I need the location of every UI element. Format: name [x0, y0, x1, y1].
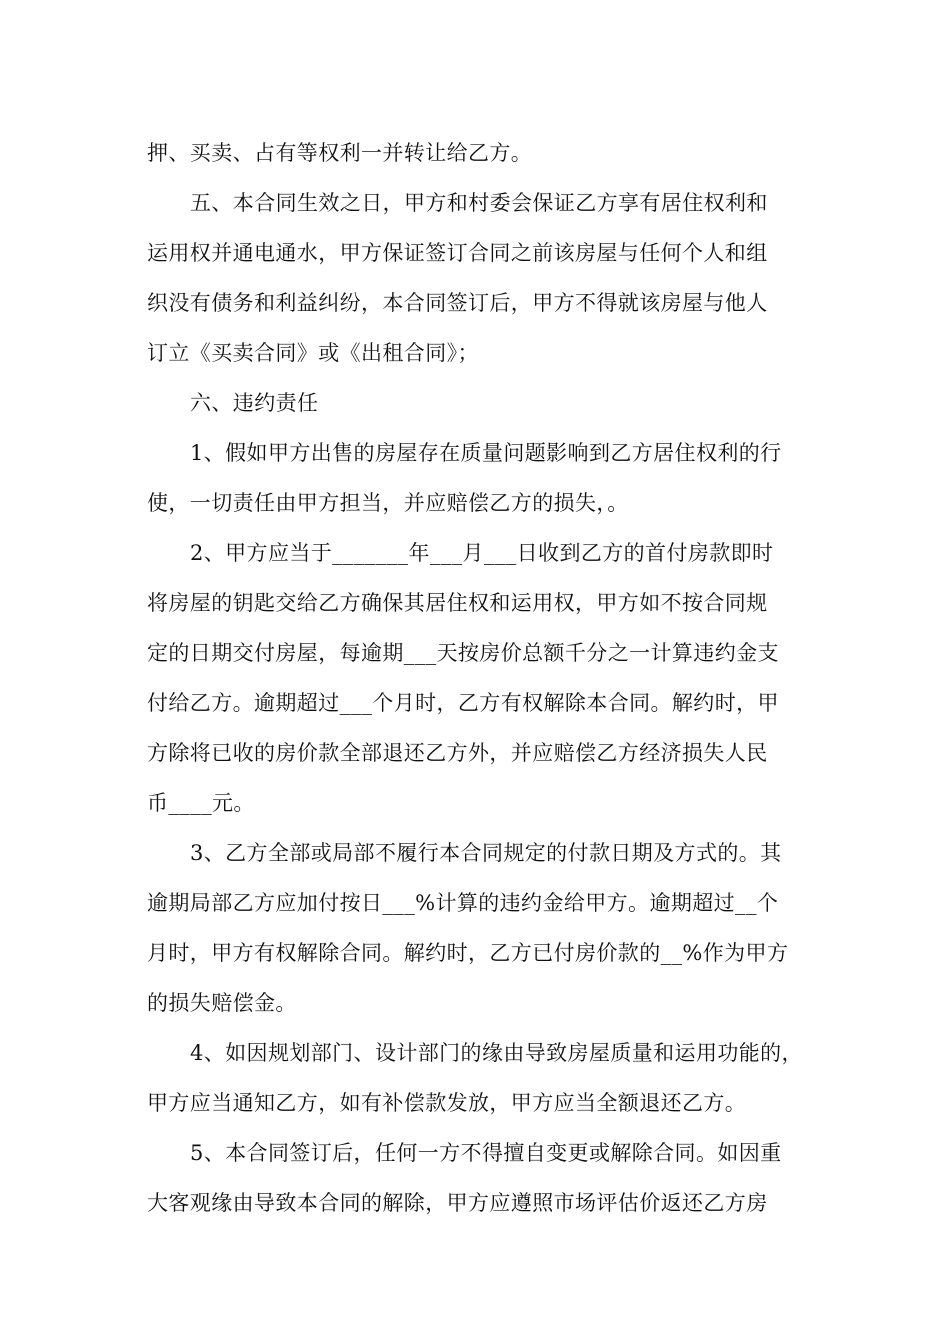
paragraph-line: 五、本合同生效之日，甲方和村委会保证乙方享有居住权利和	[190, 191, 768, 215]
paragraph-line: 织没有债务和利益纠纷，本合同签订后，甲方不得就该房屋与他人	[147, 291, 768, 315]
paragraph-line: 运用权并通电通水，甲方保证签订合同之前该房屋与任何个人和组	[147, 241, 768, 265]
paragraph-line: 2、甲方应当于_______年___月___日收到乙方的首付房款即时	[190, 541, 774, 565]
paragraph-line: 的损失赔偿金。	[147, 991, 297, 1015]
section-heading: 六、违约责任	[190, 391, 319, 415]
paragraph-line: 3、乙方全部或局部不履行本合同规定的付款日期及方式的。其	[190, 841, 782, 865]
paragraph-line: 使，一切责任由甲方担当，并应赔偿乙方的损失，。	[147, 491, 629, 515]
paragraph-line: 定的日期交付房屋，每逾期___天按房价总额千分之一计算违约金支	[147, 641, 779, 665]
paragraph-line: 月时，甲方有权解除合同。解约时，乙方已付房价款的__%作为甲方	[147, 941, 789, 965]
paragraph-line: 将房屋的钥匙交给乙方确保其居住权和运用权，甲方如不按合同规	[147, 591, 768, 615]
paragraph-line: 1、假如甲方出售的房屋存在质量问题影响到乙方居住权利的行	[190, 441, 782, 465]
paragraph-line: 4、如因规划部门、设计部门的缘由导致房屋质量和运用功能的，	[190, 1041, 803, 1065]
paragraph-line: 5、本合同签订后，任何一方不得擅自变更或解除合同。如因重	[190, 1141, 782, 1165]
paragraph-line: 大客观缘由导致本合同的解除，甲方应遵照市场评估价返还乙方房	[147, 1191, 768, 1215]
paragraph-line: 逾期局部乙方应加付按日___%计算的违约金给甲方。逾期超过__个	[147, 891, 779, 915]
paragraph-line: 订立《买卖合同》或《出租合同》；	[147, 341, 479, 365]
paragraph-line: 币____元。	[147, 791, 255, 815]
paragraph-line: 押、买卖、占有等权利一并转让给乙方。	[147, 141, 533, 165]
paragraph-line: 甲方应当通知乙方，如有补偿款发放，甲方应当全额退还乙方。	[147, 1091, 747, 1115]
paragraph-line: 付给乙方。逾期超过___个月时，乙方有权解除本合同。解约时，甲	[147, 691, 779, 715]
paragraph-line: 方除将已收的房价款全部退还乙方外，并应赔偿乙方经济损失人民	[147, 741, 768, 765]
